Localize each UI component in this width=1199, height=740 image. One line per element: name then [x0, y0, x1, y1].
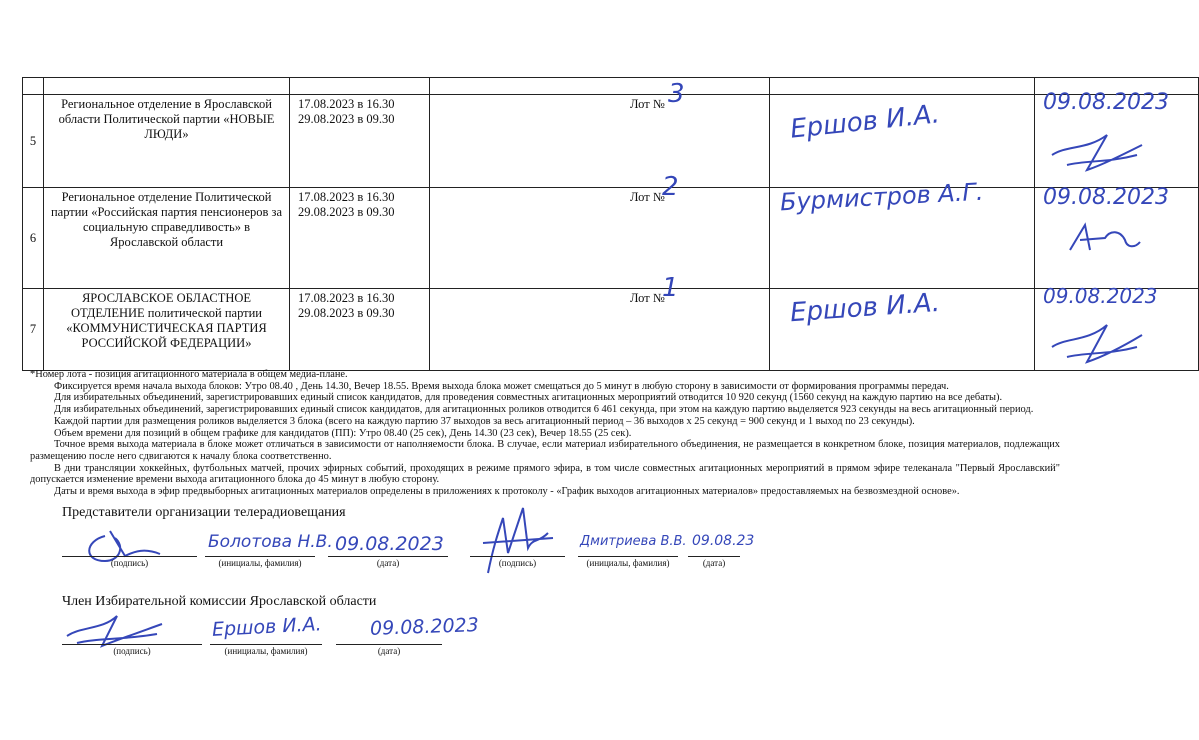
signature-scribble-icon	[62, 608, 172, 648]
air-date: 17.08.2023 в 16.30	[298, 190, 395, 204]
caption-signature: (подпись)	[113, 646, 151, 656]
note-paragraph: Для избирательных объединений, зарегистрировавших единый список кандидатов, для агитационных роликов отводится 6 461 секунда, при этом на каждую партию выделяется 923 секунды на весь агитационный период.	[54, 404, 1034, 416]
table-row	[23, 188, 1199, 289]
tv-rep1-date-handwritten: 09.08.2023	[335, 533, 444, 555]
date-signature-cell	[1035, 284, 1199, 371]
date-line	[328, 556, 448, 557]
note-paragraph: Точное время выхода материала в блоке может отличаться в зависимости от наполняемости блока. В случае, если материал избирательного объединения, не размещается в конкретном блоке, позиция материалов, подлежащих размещению после него сдвигаются к началу блока соответственно.	[30, 439, 1060, 462]
commission-date-handwritten: 09.08.2023	[369, 614, 480, 640]
caption-signature: (подпись)	[498, 558, 537, 568]
notes-section	[30, 369, 1060, 498]
caption-initials: (инициалы, фамилия)	[218, 558, 302, 568]
air-date: 17.08.2023 в 16.30	[298, 291, 395, 305]
note-footnote: *Номер лота - позиция агитационного материала в общем медиа-плане.	[30, 369, 348, 380]
caption-date: (дата)	[377, 646, 401, 656]
handwritten-name: Ершов И.А.	[789, 287, 941, 329]
party-name: ЯРОСЛАВСКОЕ ОБЛАСТНОЕ ОТДЕЛЕНИЕ политической партии «КОММУНИСТИЧЕСКАЯ ПАРТИЯ РОССИЙСКОЙ ФЕДЕРАЦИИ»	[44, 289, 290, 371]
date-line	[688, 556, 740, 557]
initials-line	[578, 556, 678, 557]
commission-name-handwritten: Ершов И.А.	[211, 613, 323, 641]
date-signature-cell	[1035, 90, 1199, 188]
placement-table	[22, 77, 1199, 371]
air-dates	[290, 188, 430, 289]
air-date: 17.08.2023 в 16.30	[298, 97, 395, 111]
tv-rep2-name-handwritten: Дмитриева В.В.	[580, 534, 687, 549]
representative-signature-cell	[770, 289, 1035, 371]
lot-label: Лот №	[630, 97, 665, 111]
lot-number-handwritten: 2	[662, 172, 679, 202]
signature-scribble-icon	[1047, 317, 1157, 369]
handwritten-date: 09.08.2023	[1043, 284, 1158, 308]
table-row-header-fragment	[23, 78, 1199, 95]
tv-representatives-heading: Представители организации телерадиовещания	[62, 505, 346, 520]
signature-line	[470, 556, 565, 557]
party-name: Региональное отделение Политической партии «Российская партия пенсионеров за социальную справедливость» в Ярославской области	[44, 188, 290, 289]
handwritten-date: 09.08.2023	[1043, 185, 1169, 210]
row-number: 7	[23, 289, 44, 371]
air-date: 29.08.2023 в 09.30	[298, 205, 395, 219]
signature-scribble-icon	[1065, 220, 1145, 260]
air-date: 29.08.2023 в 09.30	[298, 112, 395, 126]
note-paragraph: Каждой партии для размещения роликов выделяется 3 блока (всего на каждую партию 37 выходов за весь агитационный период – 36 выходов х 25 секунд = 900 секунд и 1 выход по 23 секунды).	[54, 415, 915, 427]
row-number: 5	[23, 95, 44, 188]
air-dates	[290, 95, 430, 188]
initials-line	[205, 556, 315, 557]
air-date: 29.08.2023 в 09.30	[298, 306, 395, 320]
note-paragraph: Фиксируется время начала выхода блоков: Утро 08.40 , День 14.30, Вечер 18.55. Время выхода блока может смещаться до 5 минут в любую сторону в зависимости от формирования программы передач.	[54, 380, 949, 392]
handwritten-name: Бурмистров А.Г.	[779, 177, 985, 217]
party-name: Региональное отделение в Ярославской области Политической партии «НОВЫЕ ЛЮДИ»	[44, 95, 290, 188]
caption-signature: (подпись)	[110, 558, 149, 568]
handwritten-date: 09.08.2023	[1043, 90, 1169, 115]
tv-rep2-date-handwritten: 09.08.23	[692, 533, 755, 549]
lot-cell	[430, 273, 770, 371]
lot-number-handwritten: 3	[668, 79, 685, 109]
representative-signature-cell	[770, 95, 1035, 188]
signature-line	[62, 644, 202, 645]
table-row	[23, 95, 1199, 188]
signature-line	[62, 556, 197, 557]
date-signature-cell	[1035, 185, 1199, 289]
commission-heading: Член Избирательной комиссии Ярославской области	[62, 594, 377, 609]
lot-cell	[430, 79, 770, 188]
caption-date: (дата)	[702, 558, 726, 568]
lot-cell	[430, 172, 770, 289]
date-line	[336, 644, 442, 645]
signature-scribble-icon	[1047, 125, 1157, 180]
handwritten-name: Ершов И.А.	[788, 99, 942, 145]
representative-signature-cell	[770, 177, 1035, 289]
note-paragraph: Объем времени для позиций в общем графике для кандидатов (ПП): Утро 08.40 (25 сек), День 14.30 (23 сек), Вечер 18.55 (25 сек).	[54, 427, 632, 439]
initials-line	[210, 644, 322, 645]
air-dates	[290, 289, 430, 371]
tv-rep1-name-handwritten: Болотова Н.В.	[208, 532, 333, 552]
note-paragraph: В дни трансляции хоккейных, футбольных матчей, прочих эфирных событий, проходящих в режиме прямого эфира, в том числе совместных агитационных мероприятий в прямом эфире телеканала "Первый Ярославский" допускается изменение времени выхода агитационного блока до 45 минут в любую сторону.	[30, 462, 1060, 486]
lot-label: Лот №	[630, 190, 665, 204]
caption-date: (дата)	[376, 558, 400, 568]
lot-number-handwritten: 1	[662, 273, 679, 303]
table-row	[23, 289, 1199, 371]
caption-initials: (инициалы, фамилия)	[586, 558, 670, 568]
row-number: 6	[23, 188, 44, 289]
lot-label: Лот №	[630, 291, 665, 305]
caption-initials: (инициалы, фамилия)	[224, 646, 308, 656]
note-paragraph: Даты и время выхода в эфир предвыборных агитационных материалов определены в приложениях к протоколу - «График выходов агитационных материалов» предоставляемых на безвозмездной основе».	[54, 486, 960, 498]
note-paragraph: Для избирательных объединений, зарегистрировавших единый список кандидатов, для проведения совместных агитационных мероприятий отводится 10 920 секунд (1560 секунд на каждую партию на все дебаты).	[54, 392, 1003, 404]
